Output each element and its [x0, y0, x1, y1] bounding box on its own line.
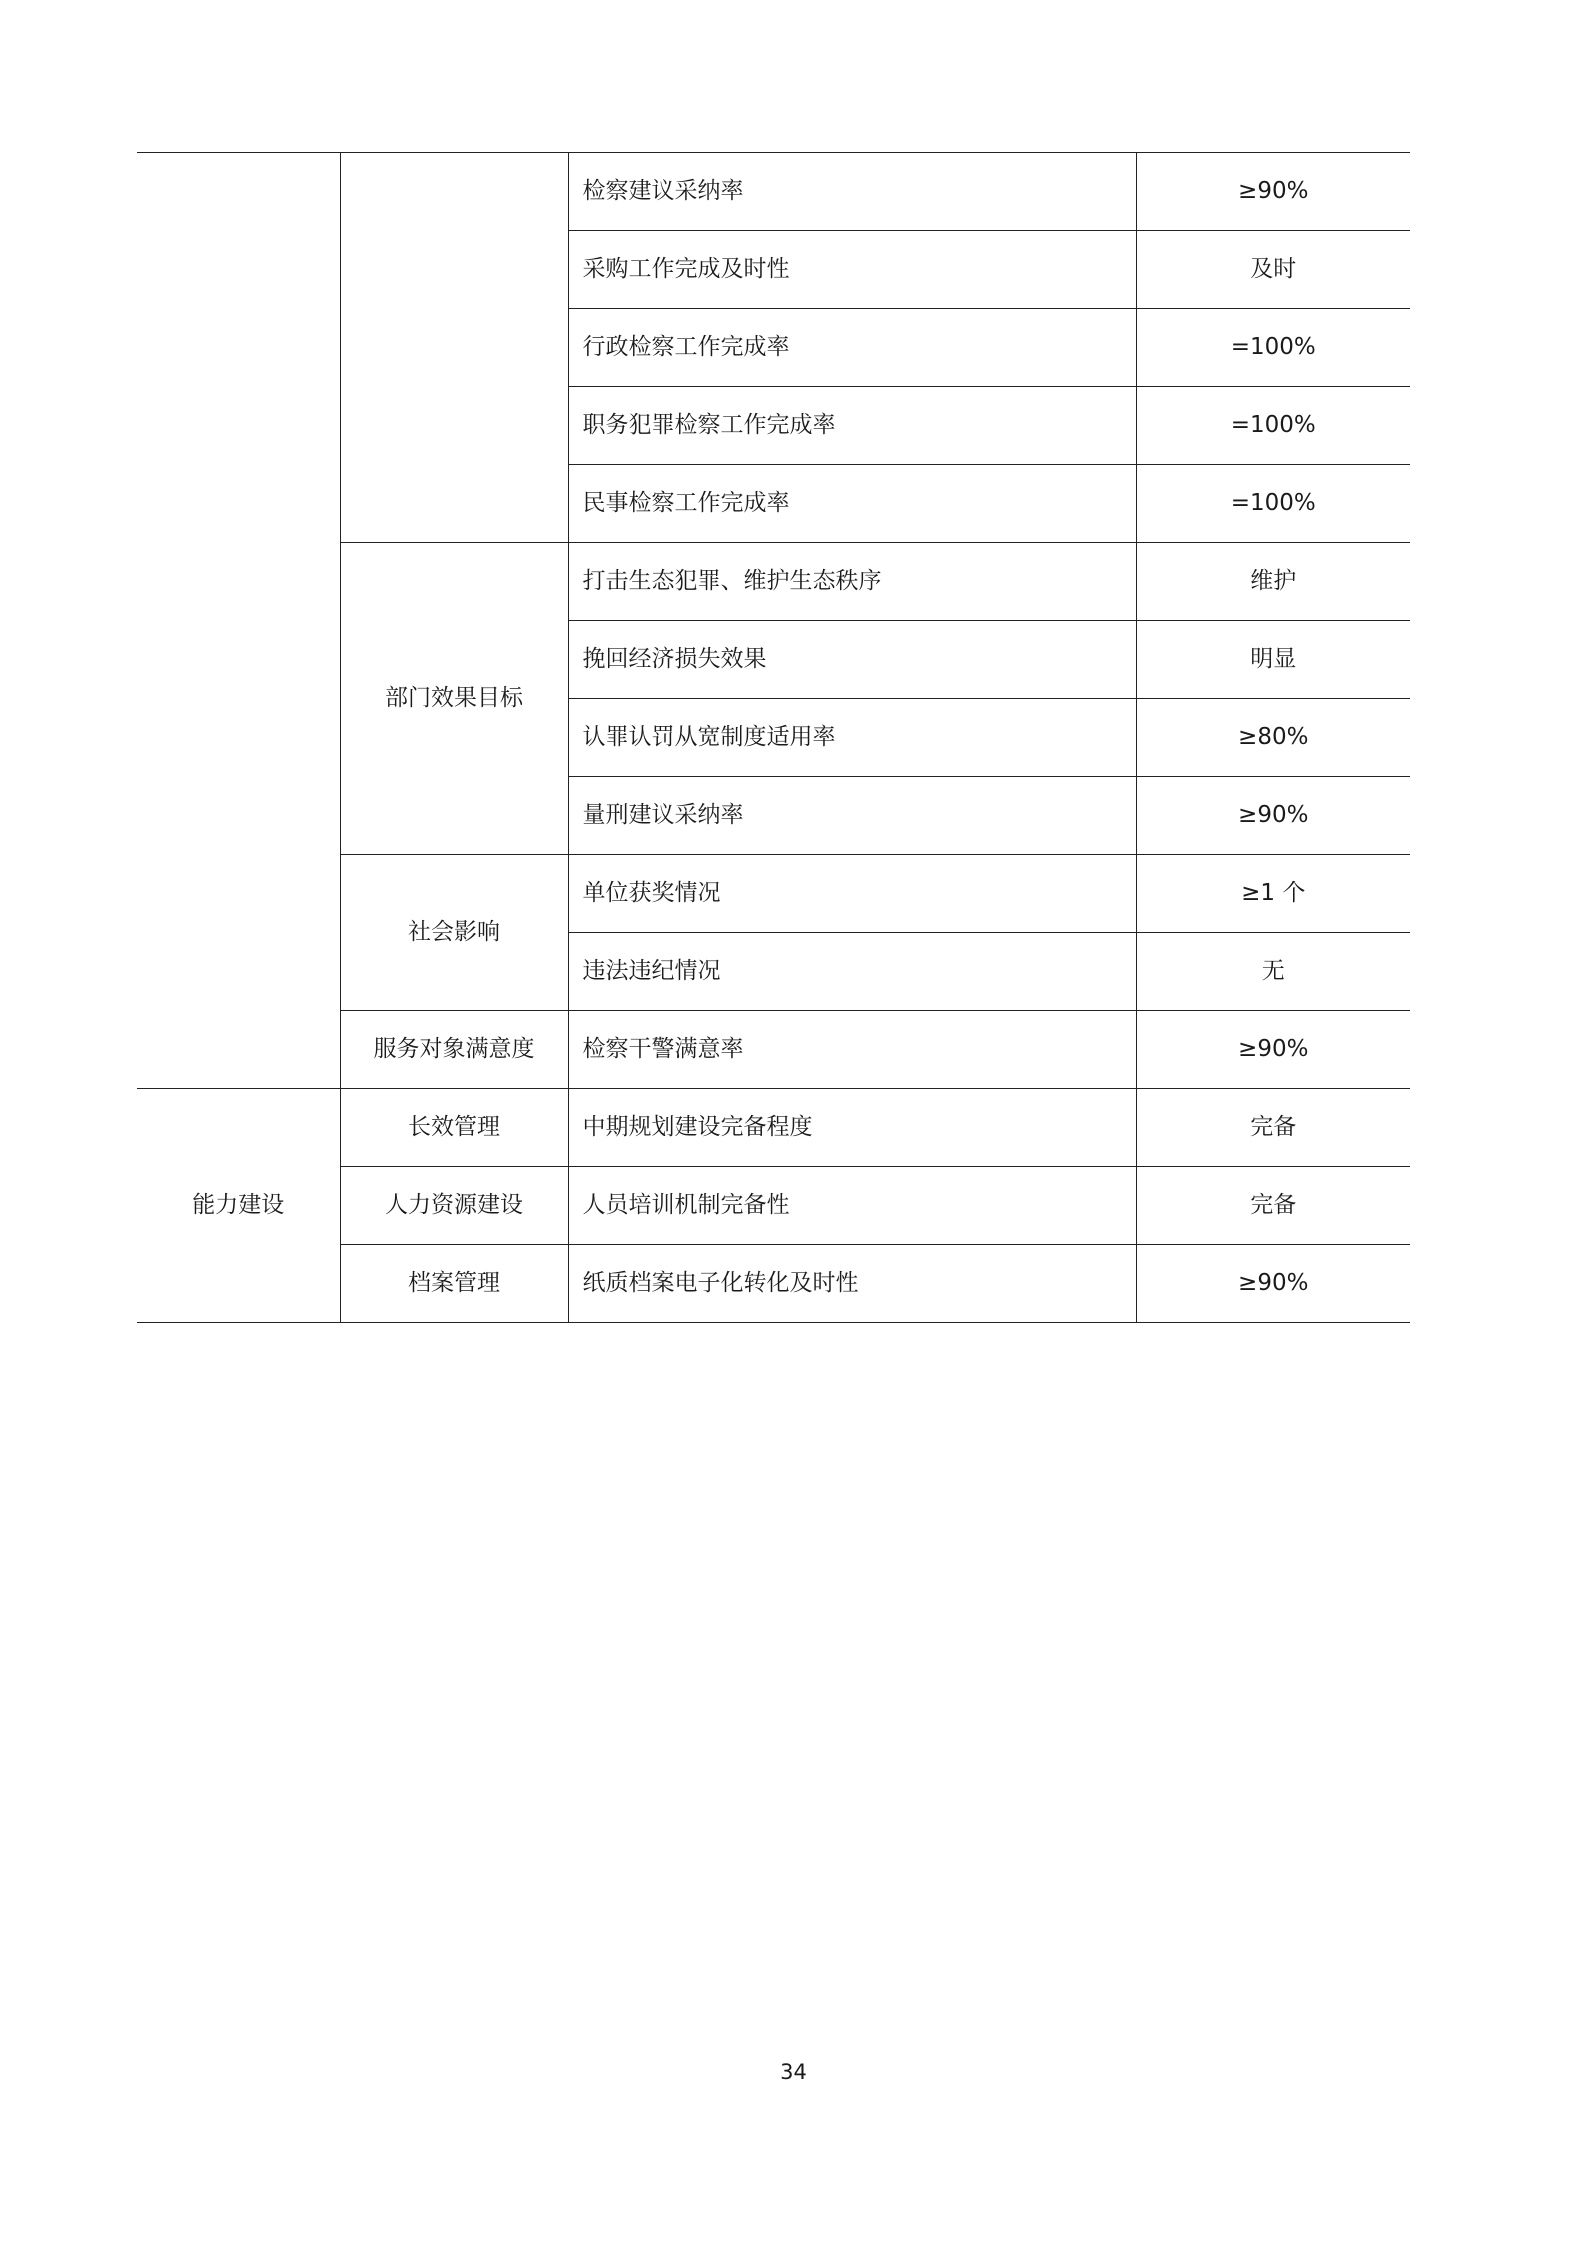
indicator-cell: 纸质档案电子化转化及时性 — [568, 1245, 1136, 1323]
target-value-cell: 及时 — [1136, 231, 1410, 309]
indicator-cell: 采购工作完成及时性 — [568, 231, 1136, 309]
indicator-cell: 单位获奖情况 — [568, 855, 1136, 933]
target-value-cell: 完备 — [1136, 1089, 1410, 1167]
indicator-cell: 人员培训机制完备性 — [568, 1167, 1136, 1245]
indicator-cell: 认罪认罚从宽制度适用率 — [568, 699, 1136, 777]
target-value-cell: =100% — [1136, 309, 1410, 387]
level2-cell-long-term: 长效管理 — [340, 1089, 568, 1167]
indicator-cell: 量刑建议采纳率 — [568, 777, 1136, 855]
target-value-cell: 维护 — [1136, 543, 1410, 621]
indicator-cell: 违法违纪情况 — [568, 933, 1136, 1011]
level2-cell-social-impact: 社会影响 — [340, 855, 568, 1011]
target-value-cell: ≥90% — [1136, 1011, 1410, 1089]
indicator-cell: 行政检察工作完成率 — [568, 309, 1136, 387]
target-value-cell: 完备 — [1136, 1167, 1410, 1245]
table-row — [137, 153, 1410, 231]
indicator-cell: 职务犯罪检察工作完成率 — [568, 387, 1136, 465]
level1-cell-empty — [137, 153, 340, 1089]
indicator-cell: 中期规划建设完备程度 — [568, 1089, 1136, 1167]
page-number: 34 — [780, 2060, 807, 2084]
table-row — [137, 1089, 1410, 1167]
target-value-cell: =100% — [1136, 387, 1410, 465]
level2-cell-satisfaction: 服务对象满意度 — [340, 1011, 568, 1089]
target-value-cell: 无 — [1136, 933, 1410, 1011]
indicator-cell: 民事检察工作完成率 — [568, 465, 1136, 543]
target-value-cell: ≥90% — [1136, 777, 1410, 855]
level2-cell-hr: 人力资源建设 — [340, 1167, 568, 1245]
target-value-cell: 明显 — [1136, 621, 1410, 699]
level1-cell-capacity: 能力建设 — [137, 1089, 340, 1323]
indicator-cell: 挽回经济损失效果 — [568, 621, 1136, 699]
level2-cell-empty — [340, 153, 568, 543]
indicator-cell: 检察干警满意率 — [568, 1011, 1136, 1089]
indicator-cell: 检察建议采纳率 — [568, 153, 1136, 231]
performance-indicator-table — [137, 152, 1410, 1323]
target-value-cell: ≥80% — [1136, 699, 1410, 777]
target-value-cell: ≥90% — [1136, 153, 1410, 231]
level2-cell-archives: 档案管理 — [340, 1245, 568, 1323]
target-value-cell: ≥90% — [1136, 1245, 1410, 1323]
target-value-cell: ≥1 个 — [1136, 855, 1410, 933]
target-value-cell: =100% — [1136, 465, 1410, 543]
level2-cell-dept-effect: 部门效果目标 — [340, 543, 568, 855]
indicator-cell: 打击生态犯罪、维护生态秩序 — [568, 543, 1136, 621]
